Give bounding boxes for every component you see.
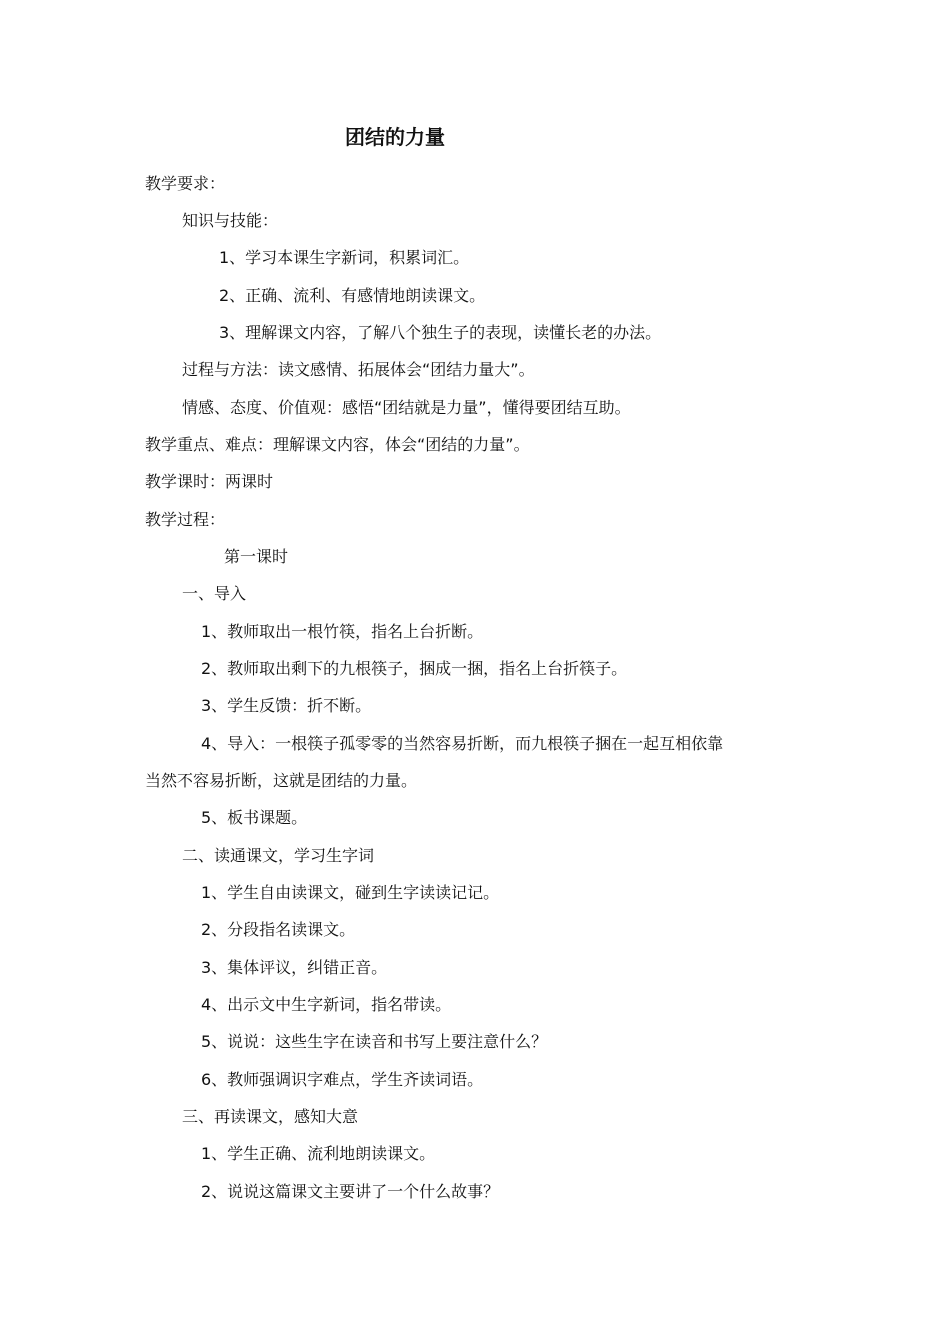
list-item: 2、教师取出剩下的九根筷子，捆成一捆，指名上台折筷子。 [201, 659, 628, 678]
subheading-read-through: 二、读通课文，学习生字词 [182, 846, 375, 865]
section-heading-process: 教学过程： [145, 510, 226, 529]
list-item: 3、理解课文内容，了解八个独生子的表现，读懂长老的办法。 [219, 323, 662, 342]
subheading-knowledge-skills: 知识与技能： [182, 211, 279, 230]
subheading-first-lesson: 第一课时 [224, 547, 289, 566]
list-item: 2、正确、流利、有感情地朗读课文。 [219, 286, 486, 305]
list-item: 6、教师强调识字难点，学生齐读词语。 [201, 1070, 484, 1089]
list-item-continuation: 当然不容易折断，这就是团结的力量。 [145, 771, 418, 790]
list-item: 5、板书课题。 [201, 808, 308, 827]
paragraph-class-hours: 教学课时：两课时 [145, 472, 274, 491]
list-item: 3、学生反馈：折不断。 [201, 696, 372, 715]
list-item: 2、分段指名读课文。 [201, 920, 356, 939]
list-item: 2、说说这篇课文主要讲了一个什么故事？ [201, 1182, 500, 1201]
list-item: 3、集体评议，纠错正音。 [201, 958, 388, 977]
list-item: 4、导入：一根筷子孤零零的当然容易折断，而九根筷子捆在一起互相依靠 [201, 734, 724, 753]
paragraph-process-method: 过程与方法：读文感情、拓展体会“团结力量大”。 [182, 360, 535, 379]
section-heading-requirements: 教学要求： [145, 174, 226, 193]
list-item: 5、说说：这些生字在读音和书写上要注意什么？ [201, 1032, 548, 1051]
subheading-reread: 三、再读课文，感知大意 [182, 1107, 359, 1126]
paragraph-key-points: 教学重点、难点：理解课文内容，体会“团结的力量”。 [145, 435, 530, 454]
document-title: 团结的力量 [345, 125, 445, 149]
subheading-intro: 一、导入 [182, 584, 247, 603]
list-item: 1、学习本课生字新词，积累词汇。 [219, 248, 470, 267]
list-item: 4、出示文中生字新词，指名带读。 [201, 995, 452, 1014]
list-item: 1、教师取出一根竹筷，指名上台折断。 [201, 622, 484, 641]
paragraph-emotion-values: 情感、态度、价值观：感悟“团结就是力量”，懂得要团结互助。 [182, 398, 631, 417]
list-item: 1、学生正确、流利地朗读课文。 [201, 1144, 436, 1163]
list-item: 1、学生自由读课文，碰到生字读读记记。 [201, 883, 500, 902]
